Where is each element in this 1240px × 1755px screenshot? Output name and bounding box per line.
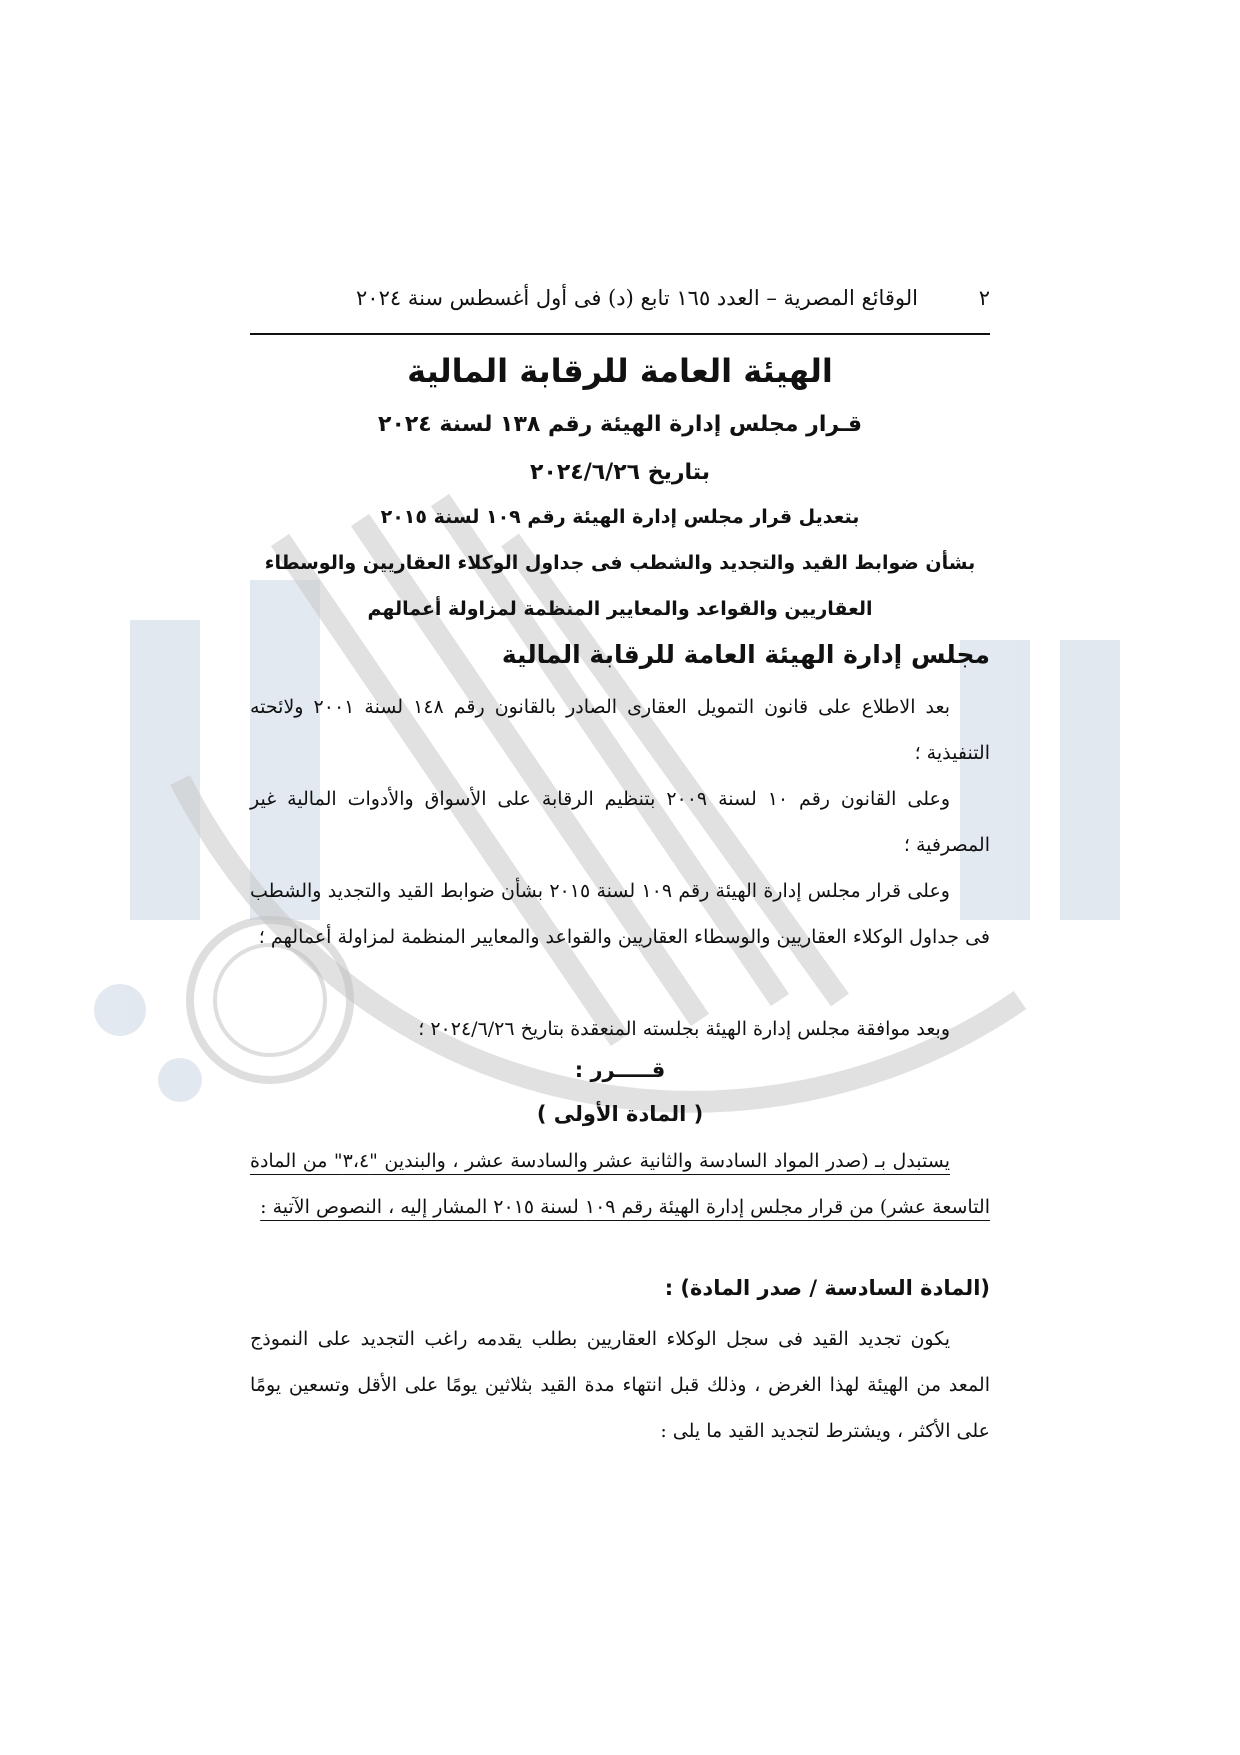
subject-line: بشأن ضوابط القيد والتجديد والشطب فى جداول الوكلاء العقاريين والوسطاء [264, 552, 976, 574]
decision-date: بتاريخ ٢٠٢٤/٦/٢٦ [529, 460, 711, 485]
subject-line: العقاريين والقواعد والمعايير المنظمة لمزاولة أعمالهم [367, 598, 873, 620]
header-divider [250, 333, 990, 335]
article-one-heading: ( المادة الأولى ) [536, 1102, 704, 1126]
article-six-heading: (المادة السادسة / صدر المادة) : [664, 1276, 990, 1300]
page-number: ٢ [978, 286, 990, 310]
preamble-paragraph: وبعد موافقة مجلس إدارة الهيئة بجلسته المنعقدة بتاريخ ٢٠٢٤/٦/٢٦ ؛ [418, 1018, 950, 1040]
preamble-paragraph: بعد الاطلاع على قانون التمويل العقارى الصادر بالقانون رقم ١٤٨ لسنة ٢٠٠١ ولائحته التنفيذية ؛ [250, 696, 990, 764]
article-six-text: يكون تجديد القيد فى سجل الوكلاء العقاريين بطلب يقدمه راغب التجديد على النموذج المعد من الهيئة لهذا الغرض ، وذلك قبل انتهاء مدة القيد بثلاثين يومًا على الأقل وتسعين يومًا على الأكثر ، ويشترط لتجديد القيد ما يلى : [250, 1328, 990, 1442]
decided-heading: قـــــرر : [574, 1058, 666, 1082]
article-one-text: يستبدل بـ (صدر المواد السادسة والثانية عشر والسادسة عشر ، والبندين "٣،٤" من المادة التاسعة عشر) من قرار مجلس إدارة الهيئة رقم ١٠٩ لسنة ٢٠١٥ المشار إليه ، النصوص الآتية : [250, 1150, 990, 1218]
page-header [250, 282, 990, 322]
gazette-issue-line: الوقائع المصرية – العدد ١٦٥ تابع (د) فى أول أغسطس سنة ٢٠٢٤ [356, 286, 918, 310]
preamble-paragraph: وعلى قرار مجلس إدارة الهيئة رقم ١٠٩ لسنة ٢٠١٥ بشأن ضوابط القيد والتجديد والشطب فى جداول الوكلاء العقاريين والوسطاء العقاريين والقواعد والمعايير المنظمة لمزاولة أعمالهم ؛ [250, 880, 990, 948]
board-heading: مجلس إدارة الهيئة العامة للرقابة المالية [501, 640, 990, 669]
subject-line: بتعديل قرار مجلس إدارة الهيئة رقم ١٠٩ لسنة ٢٠١٥ [380, 506, 860, 528]
decision-title: قـرار مجلس إدارة الهيئة رقم ١٣٨ لسنة ٢٠٢٤ [378, 412, 862, 437]
authority-title: الهيئة العامة للرقابة المالية [407, 352, 833, 390]
preamble-paragraph: وعلى القانون رقم ١٠ لسنة ٢٠٠٩ بتنظيم الرقابة على الأسواق والأدوات المالية غير المصرفية ؛ [250, 788, 990, 856]
